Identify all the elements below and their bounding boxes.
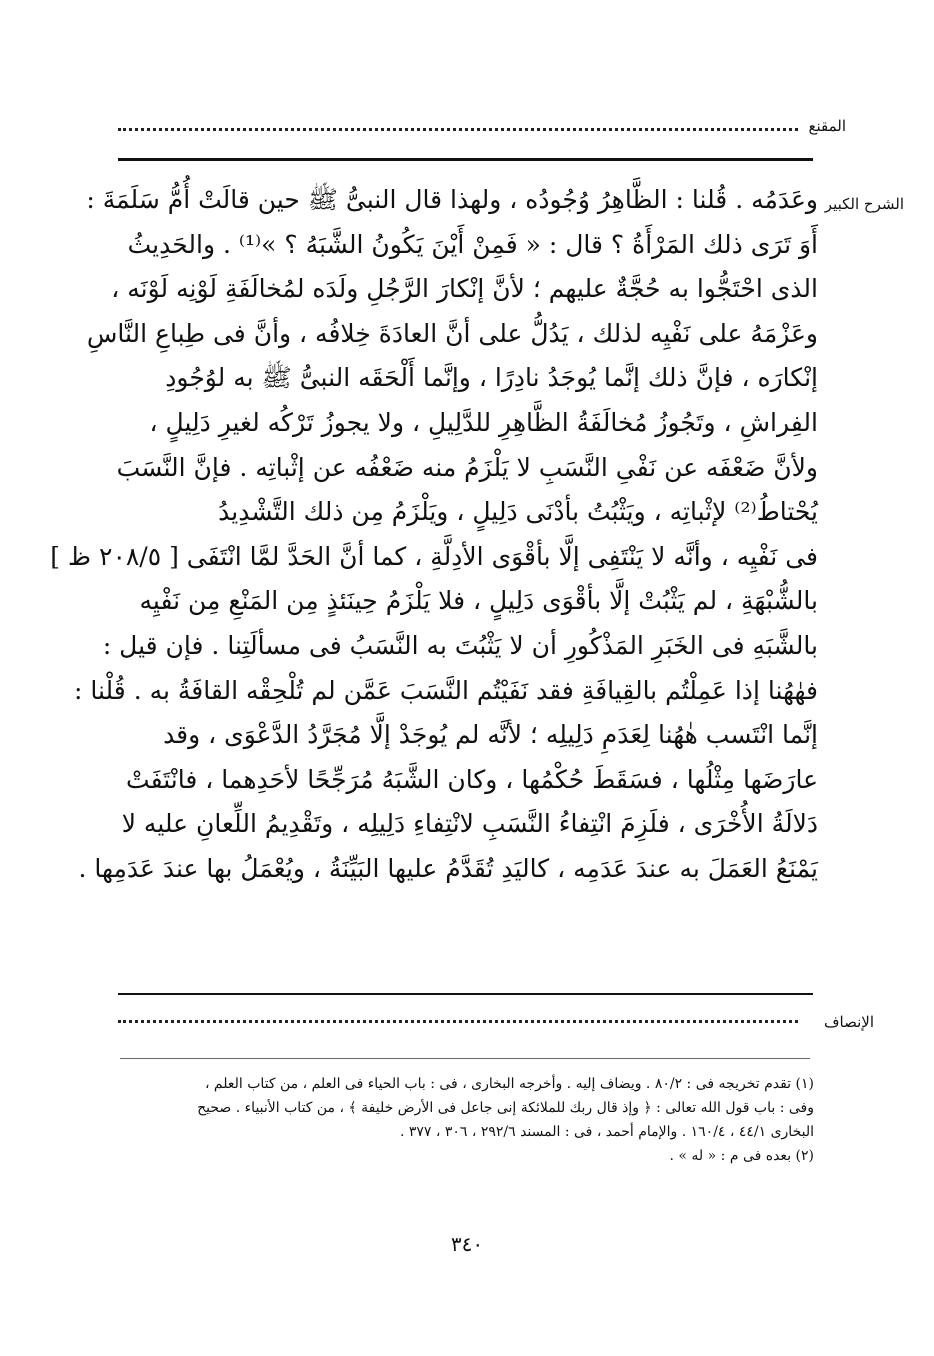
dotted-separator-bottom: [118, 1020, 798, 1023]
text-line: بالشَّبَهِ فى الخَبَرِ المَذْكُورِ أن لا يَثْبُتَ به النَّسَبُ فى مسألَتِنا . فإن قيل :: [102, 630, 818, 660]
text-line: دَلالَةُ الأُخْرَى ، فلَزِمَ انْتِفاءُ النَّسَبِ لانْتِفاءِ دَلِيلِه ، وتَقْدِيمُ اللِّعانِ عليه لا: [121, 809, 818, 839]
text-line: فهٰهُنا إذا عَمِلْتُم بالقِيافَةِ فقد نَفَيْتُم النَّسَبَ عَمَّن لم تُلْحِقْه القافَةُ به . قُلْنا :: [73, 675, 818, 705]
header-label-sharh-kabir: الشرح الكبير: [824, 195, 904, 213]
dotted-separator-top: [118, 128, 798, 131]
footnote-line: البخارى ٤٤/١ ، ١٦٠/٤ . والإمام أحمد ، فى : المسند ٢٩٢/٦ ، ٣٠٦ ، ٣٧٧ .: [399, 1124, 814, 1140]
text-line: أَوَ تَرَى ذلك المَرْأَةُ ؟ قال : « فَمِنْ أَيْنَ يَكُونُ الشَّبَهُ ؟ »⁽¹⁾ . والحَدِيثُ: [127, 229, 818, 259]
footnote-line: وفى : باب قول الله تعالى : ﴿ وإذ قال ربك للملائكة إنى جاعل فى الأرض خليفة ﴾ ، من كتاب الأنبياء . صحيح: [197, 1100, 814, 1116]
text-line: فى نَفْيِه ، وأنَّه لا يَنْتَفِى إلَّا بأقْوَى الأدِلَّةِ ، كما أنَّ الحَدَّ لمَّا انْتَفَى [ ٢٠٨/٥ ظ ]: [50, 541, 818, 571]
section-rule: [118, 993, 813, 995]
text-line: عارَضَها مِثْلُها ، فسَقَطَ حُكْمُها ، وكان الشَّبَهُ مُرَجِّحًا لأحَدِهما ، فانْتَفَتْ: [126, 764, 818, 794]
text-line: الفِراشِ ، وتَجُوزُ مُخالَفَةُ الظَّاهِرِ للدَّلِيلِ ، ولا يجوزُ تَرْكُه لغيرِ دَلِيلٍ ،: [149, 407, 818, 437]
header-label-insaf: الإنصاف: [823, 1013, 874, 1031]
text-line: ولأنَّ ضَعْفَه عن نَفْىِ النَّسَبِ لا يَلْزَمُ منه ضَعْفُه عن إثْباتِه . فإنَّ النَّسَبَ: [116, 452, 818, 482]
text-line: وعَزْمَهُ على نَفْيِه لذلك ، يَدُلُّ على أنَّ العادَةَ خِلافُه ، وأنَّ فى طِباعِ النَّاسِ: [86, 318, 818, 348]
page-number: ٣٤٠: [450, 1232, 484, 1256]
footnote-line: (٢) بعده فى م : « له » .: [669, 1148, 814, 1164]
text-line: يُحْتاطُ⁽²⁾ لإثْباتِه ، ويَثْبُتُ بأدْنَى دَلِيلٍ ، ويَلْزَمُ مِن ذلك التَّشْدِيدُ: [218, 497, 818, 527]
footnotes-block: [118, 1072, 814, 1168]
main-text-block: [50, 178, 818, 892]
header-label-muqni: المقنع: [808, 117, 846, 135]
text-line: إنَّما انْتَسب هٰهُنا لِعَدَمِ دَلِيلِه ؛ لأنَّه لم يُوجَدْ إلَّا مُجَرَّدُ الدَّعْوَى ، وقد: [163, 720, 818, 750]
text-line: إنْكارَه ، فإنَّ ذلك إنَّما يُوجَدُ نادِرًا ، وإنَّما أَلْحَقَه النبىُّ ﷺ به لوُجُودِ: [165, 363, 818, 393]
footnote-line: (١) تقدم تخريجه فى : ٨٠/٢ . ويضاف إليه . وأخرجه البخارى ، فى : باب الحياء فى العلم ، من كتاب العلم ،: [204, 1076, 814, 1092]
text-line: الذى احْتَجُّوا به حُجَّةٌ عليهم ؛ لأنَّ إنْكارَ الرَّجُلِ ولَدَه لمُخالَفَةِ لَوْنِه لَوْنَه ،: [111, 274, 818, 304]
footnote-rule: [120, 1058, 810, 1059]
text-line: يَمْنَعُ العَمَلَ به عندَ عَدَمِه ، كاليَدِ تُقَدَّمُ عليها البَيِّنَةُ ، ويُعْمَلُ بها عندَ عَدَمِها .: [78, 853, 818, 883]
header-rule: [118, 158, 813, 161]
text-line: وعَدَمُه . قُلنا : الظَّاهِرُ وُجُودُه ، ولهذا قال النبىُّ ﷺ حين قالَتْ أُمُّ سَلَمَةَ :: [86, 185, 818, 214]
text-line: بالشُّبْهَةِ ، لم يَثْبُتْ إلَّا بأقْوَى دَلِيلٍ ، فلا يَلْزَمُ حِينَئذٍ مِن المَنْعِ مِن نَفْيِه: [139, 586, 818, 616]
